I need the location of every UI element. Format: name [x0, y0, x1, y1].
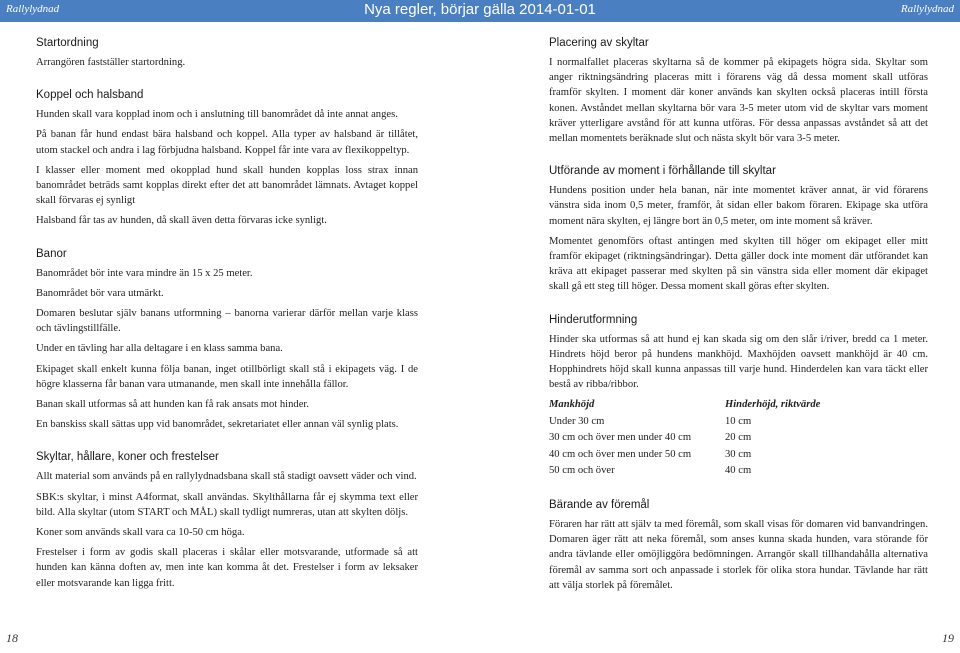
- table-cell: 30 cm och över men under 40 cm: [549, 432, 692, 444]
- table-row: [549, 414, 820, 431]
- paragraph: Momentet genomförs oftast antingen med skylten till höger om ekipaget eller mitt framför ekipaget (riktningsändringar). Detta gäller dock inte moment där utförandet kan kräva att ekipaget passerar med skylten på sin vänstra sida eller moment där ekipaget skall gå ett steg till höger. Dessa moment skall göras efter skylten.: [549, 235, 928, 293]
- page-number-right: 19: [942, 631, 954, 645]
- section-placering-av-skyltar: [549, 36, 928, 146]
- table-cell: Under 30 cm: [549, 415, 605, 427]
- section-heading: Bärande av föremål: [549, 498, 650, 511]
- paragraph: Frestelser i form av godis skall placeras i skålar eller motsvarande, utformade så att hunden kan känna doften av, men inte kan komma åt det. Frestelser i form av leksaker eller motsvarande kan ligga fritt.: [36, 547, 418, 589]
- section-skyltar-hallare-koner: [36, 450, 418, 590]
- section-heading: Utförande av moment i förhållande till skyltar: [549, 165, 776, 178]
- paragraph: På banan får hund endast bära halsband och koppel. Alla typer av halsband är tillåtet, utom stackel och andra i lag förbjudna halsband. Koppel får inte vara av flexikoppeltyp.: [36, 129, 418, 156]
- paragraph: Banområdet bör vara utmärkt.: [36, 287, 164, 299]
- section-heading: Skyltar, hållare, koner och frestelser: [36, 451, 219, 464]
- table-cell: 20 cm: [725, 432, 752, 444]
- page-number-left: 18: [6, 631, 18, 645]
- paragraph: Hinder ska utformas så att hund ej kan skada sig om den slår i/river, bredd ca 1 meter. Hindrets höjd beror på hundens mankhöjd. Maxhöjden oavsett mankhöjd är 40 cm. Hopphindrets höjd skall kunna anpassas till varje hund. Hinderdelen kan vara täckt eller bestå av ribba/ribbor.: [549, 333, 928, 391]
- section-heading: Placering av skyltar: [549, 37, 649, 49]
- paragraph: Allt material som används på en rallylydnadsbana skall stå stadigt oavsett väder och vind.: [36, 471, 417, 483]
- table-cell: 30 cm: [725, 448, 752, 460]
- left-column: [36, 36, 418, 609]
- header-bar: [0, 0, 960, 22]
- section-koppel-och-halsband: [36, 88, 418, 228]
- section-heading: Startordning: [36, 37, 99, 49]
- table-cell: 10 cm: [725, 415, 752, 427]
- table-row: [549, 430, 820, 447]
- paragraph: Banan skall utformas så att hunden kan få rak ansats mot hinder.: [36, 399, 310, 411]
- table-cell: 40 cm: [725, 465, 752, 477]
- table-row: [549, 463, 820, 480]
- paragraph: SBK:s skyltar, i minst A4format, skall användas. Skylthållarna får ej skymma text eller bild. Alla skyltar (utom START och MÅL) skall tydligt numreras, utan att skylten döljs.: [36, 491, 418, 518]
- paragraph: Ekipaget skall enkelt kunna följa banan, inget otillbörligt skall stå i ekipagets väg. I de högre klasserna får banan vara utmanande, men skall inte innehålla fällor.: [36, 363, 418, 390]
- section-heading: Koppel och halsband: [36, 89, 144, 102]
- header-right-label: Rallylydnad: [900, 3, 954, 15]
- paragraph: Under en tävling har alla deltagare i en klass samma bana.: [36, 343, 283, 355]
- section-heading: Banor: [36, 247, 67, 260]
- paragraph: Arrangören fastställer startordning.: [36, 57, 186, 68]
- column-header-hinderhojd: Hinderhöjd, riktvärde: [725, 399, 821, 411]
- paragraph: I normalfallet placeras skyltarna så de kommer på ekipagets högra sida. Skyltar som anger riktningsändring placeras mitt i förarens väg då dessa moment skall utföras framför skylten. I moment där koner används kan skylten också placeras intill första konen. Avståndet mellan skyltarna bör vara 3-5 meter utom vid de skyltar vars moment kräver ytterligare avstånd för att kunna utföras. För dessa anpassas avståndet så att det mellan momentets beräknade slut och nästa skylt bör vara 3-5 meter.: [549, 57, 928, 145]
- header-left-label: Rallylydnad: [6, 3, 60, 15]
- paragraph: Föraren har rätt att själv ta med föremål, som skall visas för domaren vid banvandringen. Domaren äger rätt att neka föremål, som anses kunna skada hunden, vara störande för andra tävlande eller omöjliggöra bedömningen. Arrangör skall tillhandahålla alternativa föremål av samma sort och anpassade i storlek för olika stora hundar. Tävlande har rätt att välja storlek på föremålet.: [549, 518, 928, 591]
- section-heading: Hinderutformning: [549, 313, 638, 326]
- section-utforande-av-moment: [549, 164, 928, 294]
- paragraph: Banområdet bör inte vara mindre än 15 x 25 meter.: [36, 267, 253, 279]
- section-startordning: [36, 36, 418, 70]
- paragraph: En banskiss skall sättas upp vid banområdet, sekretariatet eller annan väl synlig plats.: [36, 419, 399, 431]
- section-hinderutformning: [549, 313, 928, 480]
- hinder-height-table: [549, 397, 820, 480]
- paragraph: Koner som används skall vara ca 10-50 cm höga.: [36, 527, 245, 539]
- table-cell: 50 cm och över: [549, 465, 615, 477]
- table-cell: 40 cm och över men under 50 cm: [549, 448, 692, 460]
- table-header-row: [549, 397, 820, 414]
- page-title: Nya regler, börjar gälla 2014-01-01: [364, 1, 596, 18]
- paragraph: Hunden skall vara kopplad inom och i anslutning till banområdet då inte annat anges.: [36, 109, 398, 121]
- paragraph: Hundens position under hela banan, när inte momentet kräver annat, är vid förarens vänstra sida inom 0,5 meter, framför, åt sidan eller bakom föraren. Ekipage ska utföra moment nära skylten, ej längre bort än 0,5 meter, om inte moment så kräver.: [549, 185, 928, 227]
- table-row: [549, 447, 820, 464]
- paragraph: I klasser eller moment med okopplad hund skall hunden kopplas loss strax innan banområdet beträds samt kopplas direkt efter det att banområdet lämnats. Avtaget koppel skall förvaras ej synligt: [36, 164, 418, 207]
- section-banor: [36, 247, 418, 433]
- column-header-mankhojd: Mankhöjd: [549, 399, 595, 411]
- right-column: [549, 36, 928, 611]
- paragraph: Halsband får tas av hunden, då skall även detta förvaras icke synligt.: [36, 215, 327, 227]
- section-barande-av-foremal: [549, 498, 928, 593]
- paragraph: Domaren beslutar själv banans utformning – banorna varierar därför mellan varje klass och tävlingstillfälle.: [36, 308, 418, 335]
